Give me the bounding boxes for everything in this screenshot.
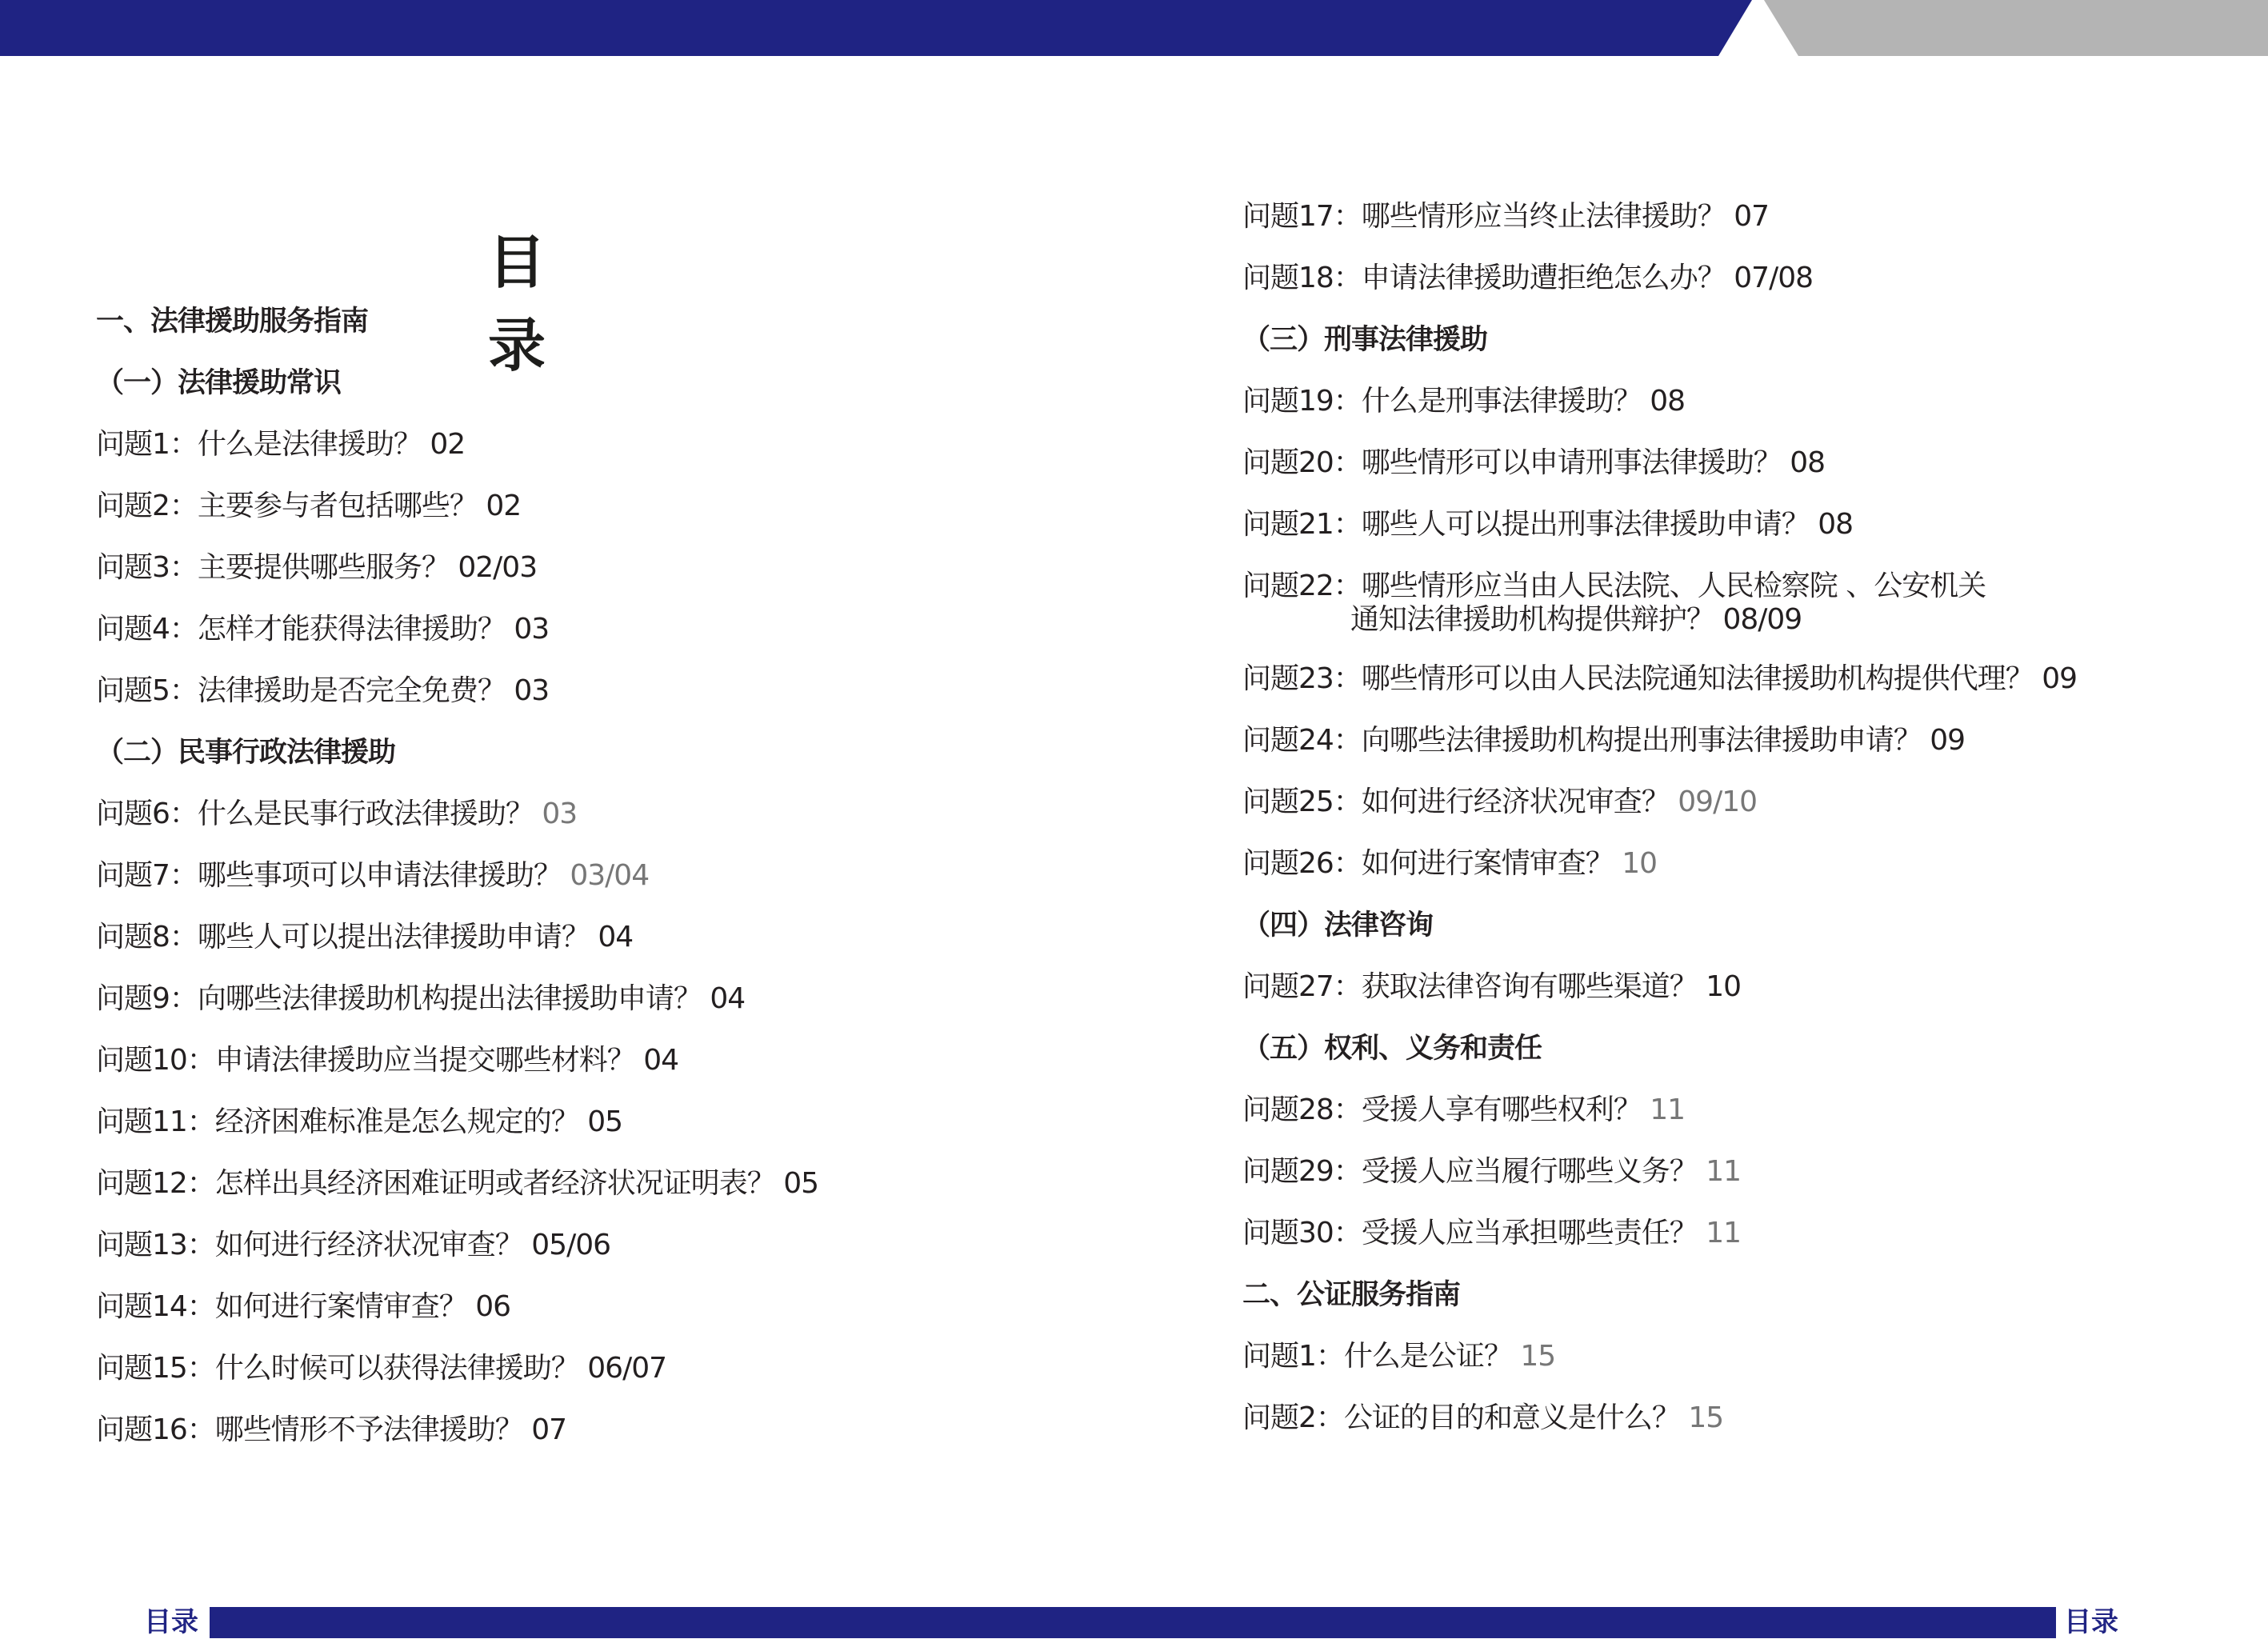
toc-entry[interactable]: 问题6：什么是民事行政法律援助？ 03 <box>96 798 578 830</box>
toc-entry[interactable]: 问题1：什么是公证？ 15 <box>1242 1340 1556 1373</box>
toc-entry[interactable]: 问题7：哪些事项可以申请法律援助？ 03/04 <box>96 859 650 892</box>
toc-entry[interactable]: 问题11：经济困难标准是怎么规定的？ 05 <box>96 1105 623 1138</box>
toc-entry[interactable]: 问题14：如何进行案情审查？ 06 <box>96 1290 511 1323</box>
toc-entry[interactable]: 问题21：哪些人可以提出刑事法律援助申请？ 08 <box>1242 508 1854 541</box>
toc-entry[interactable]: 问题8：哪些人可以提出法律援助申请？ 04 <box>96 921 634 953</box>
toc-entry[interactable]: 问题9：向哪些法律援助机构提出法律援助申请？ 04 <box>96 982 746 1015</box>
subsection-heading: （四）法律咨询 <box>1242 909 1434 941</box>
toc-entry[interactable]: 问题24：向哪些法律援助机构提出刑事法律援助申请？ 09 <box>1242 724 1966 757</box>
toc-entry[interactable]: 问题27：获取法律咨询有哪些渠道？ 10 <box>1242 970 1742 1003</box>
subsection-heading: （一）法律援助常识 <box>96 367 342 399</box>
section-heading: 一、法律援助服务指南 <box>96 306 369 338</box>
toc-entry[interactable]: 问题25：如何进行经济状况审查？ 09/10 <box>1242 786 1758 818</box>
section-heading: 二、公证服务指南 <box>1242 1279 1461 1311</box>
toc-entry[interactable]: 问题5：法律援助是否完全免费？ 03 <box>96 674 550 707</box>
bottom-bar <box>210 1607 2056 1638</box>
toc-entry[interactable]: 问题10：申请法律援助应当提交哪些材料？ 04 <box>96 1044 679 1077</box>
toc-entry[interactable]: 问题20：哪些情形可以申请刑事法律援助？ 08 <box>1242 446 1826 479</box>
toc-entry[interactable]: 问题13：如何进行经济状况审查？ 05/06 <box>96 1229 611 1261</box>
toc-entry[interactable]: 问题2：公证的目的和意义是什么？ 15 <box>1242 1401 1724 1434</box>
toc-entry[interactable]: 问题26：如何进行案情审查？ 10 <box>1242 847 1658 880</box>
toc-entry[interactable]: 问题3：主要提供哪些服务？ 02/03 <box>96 551 538 584</box>
subsection-heading: （三）刑事法律援助 <box>1242 324 1488 356</box>
subsection-heading: （五）权利、义务和责任 <box>1242 1033 1542 1065</box>
footer-label-right: 目录 <box>2064 1606 2118 1638</box>
toc-entry[interactable]: 问题18：申请法律援助遭拒绝怎么办？ 07/08 <box>1242 262 1814 294</box>
toc-entry-multiline[interactable]: 问题22：哪些情形应当由人民法院、人民检察院 、公安机关 通知法律援助机构提供辩护？ 08/09 <box>1242 570 1986 636</box>
toc-entry[interactable]: 问题30：受援人应当承担哪些责任？ 11 <box>1242 1217 1742 1249</box>
toc-entry[interactable]: 问题1：什么是法律援助？ 02 <box>96 428 466 461</box>
toc-entry[interactable]: 问题15：什么时候可以获得法律援助？ 06/07 <box>96 1352 667 1385</box>
toc-entry[interactable]: 问题28：受援人享有哪些权利？ 11 <box>1242 1093 1686 1126</box>
top-banner <box>0 0 2268 56</box>
subsection-heading: （二）民事行政法律援助 <box>96 737 396 769</box>
toc-entry[interactable]: 问题23：哪些情形可以由人民法院通知法律援助机构提供代理？ 09 <box>1242 662 2078 695</box>
page-title: 目 录 <box>488 229 578 379</box>
toc-entry[interactable]: 问题4：怎样才能获得法律援助？ 03 <box>96 613 550 646</box>
toc-entry[interactable]: 问题19：什么是刑事法律援助？ 08 <box>1242 385 1686 418</box>
toc-entry[interactable]: 问题2：主要参与者包括哪些？ 02 <box>96 490 522 522</box>
toc-entry[interactable]: 问题17：哪些情形应当终止法律援助？ 07 <box>1242 200 1770 233</box>
toc-entry[interactable]: 问题12：怎样出具经济困难证明或者经济状况证明表？ 05 <box>96 1167 819 1200</box>
toc-entry[interactable]: 问题29：受援人应当履行哪些义务？ 11 <box>1242 1155 1742 1188</box>
toc-entry[interactable]: 问题16：哪些情形不予法律援助？ 07 <box>96 1413 567 1446</box>
footer-label-left: 目录 <box>144 1606 198 1638</box>
